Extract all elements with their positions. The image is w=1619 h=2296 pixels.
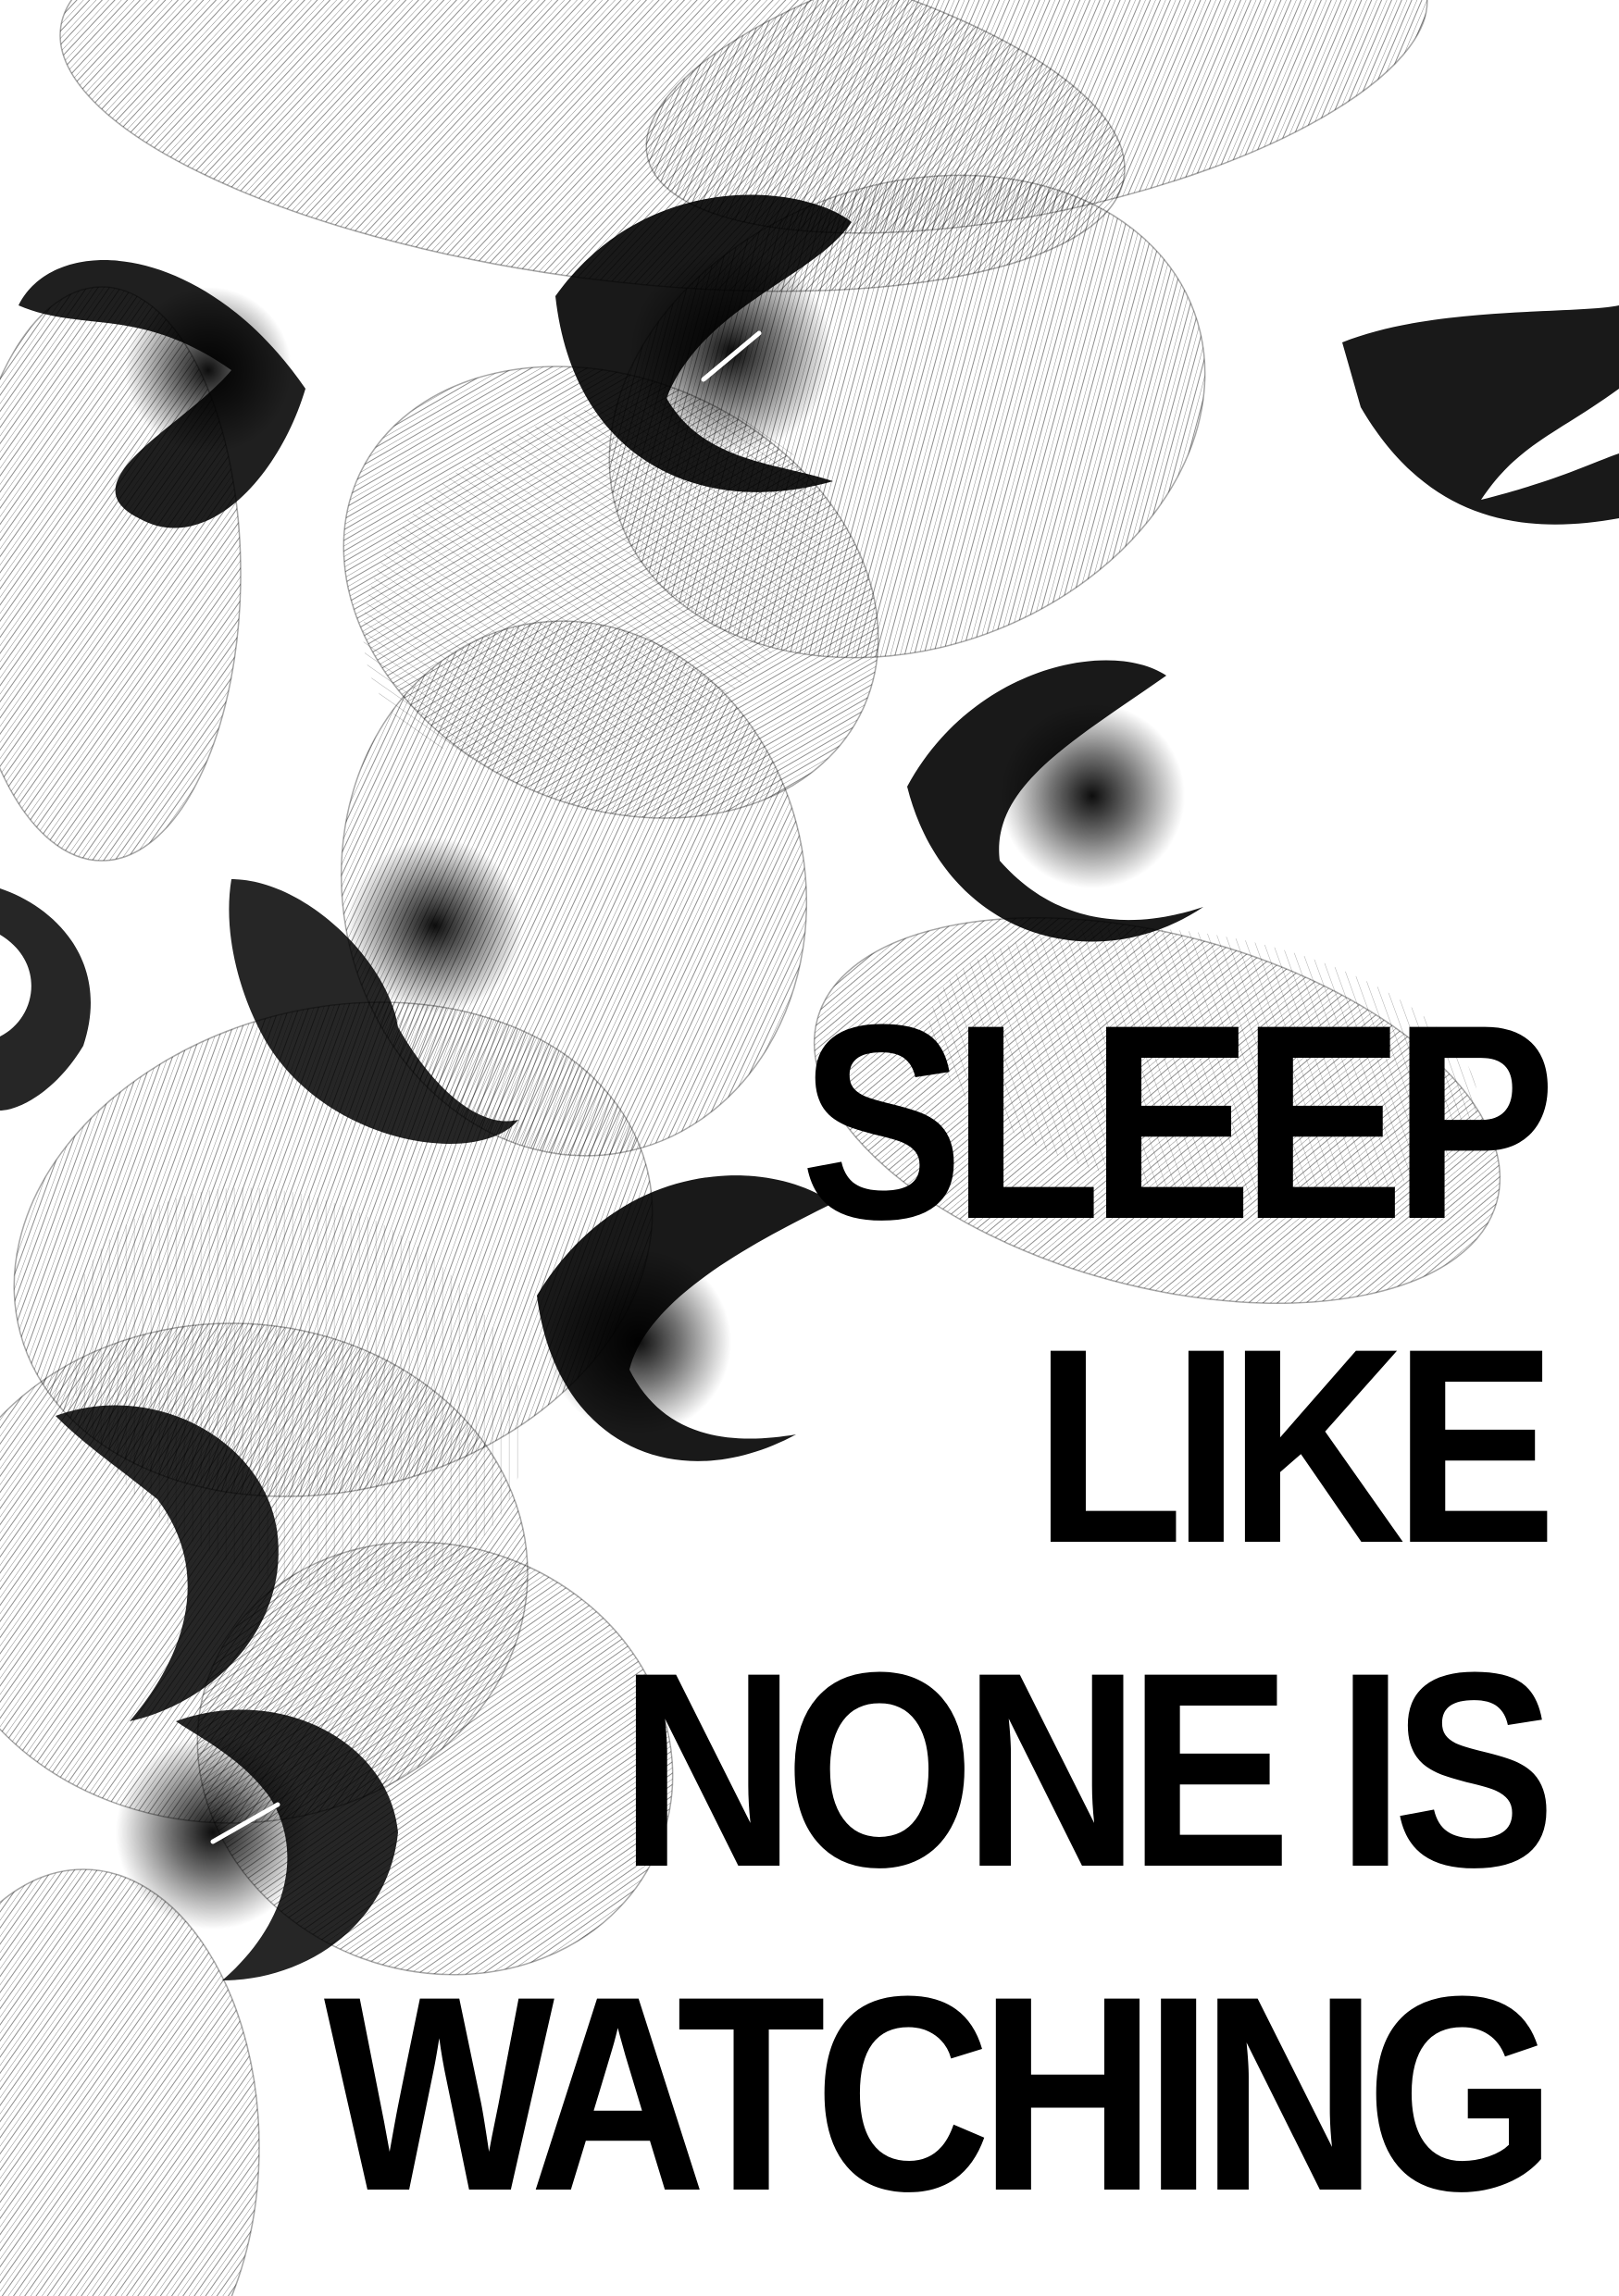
headline-line-4: WATCHING — [323, 1938, 1545, 2249]
headline-line-1: SLEEP — [800, 966, 1545, 1277]
headline-line-2: LIKE — [1033, 1290, 1545, 1601]
headline-line-3: NONE IS — [619, 1614, 1545, 1925]
